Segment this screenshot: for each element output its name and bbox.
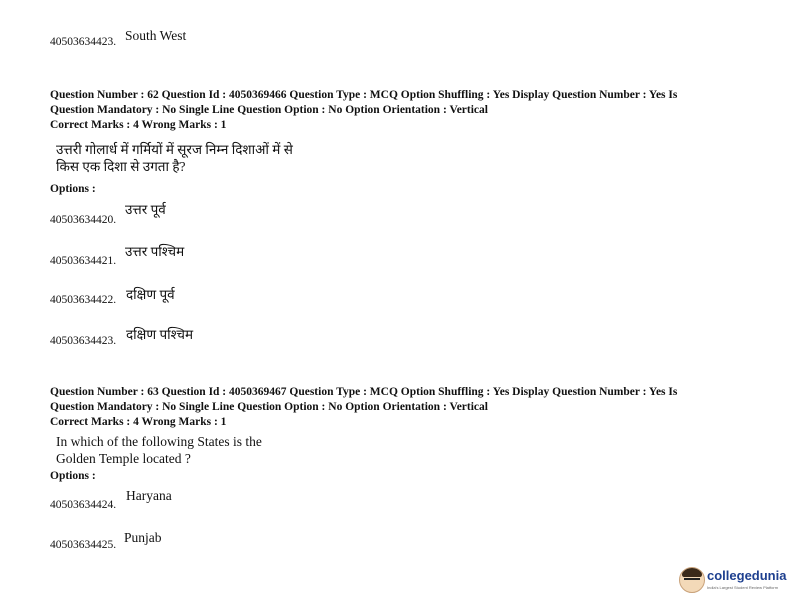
option-text: उत्तर पूर्व — [125, 202, 166, 217]
meta-line: Question Mandatory : No Single Line Question Option : No Option Orientation : Vertical — [50, 104, 488, 116]
option-id: 40503634424. — [50, 499, 117, 511]
option-id: 40503634422. — [50, 294, 117, 306]
option-text: South West — [125, 28, 187, 43]
meta-line: Question Number : 63 Question Id : 4050369467 Question Type : MCQ Option Shuffling : Yes Display Question Number : Yes Is — [50, 386, 678, 398]
option-id: 40503634420. — [50, 214, 117, 226]
option-id: 40503634423. — [50, 335, 117, 347]
question-63-text — [56, 433, 262, 467]
question-line: उत्तरी गोलार्ध में गर्मियों में सूरज निम्न दिशाओं में से — [56, 142, 293, 157]
logo-name: collegedunia — [707, 568, 787, 583]
question-62-text — [56, 141, 293, 175]
option-text: उत्तर पश्चिम — [125, 244, 185, 259]
option-text: Punjab — [124, 530, 162, 545]
question-line: Golden Temple located ? — [56, 451, 191, 466]
marks-line: Correct Marks : 4 Wrong Marks : 1 — [50, 119, 227, 131]
meta-line: Question Number : 62 Question Id : 4050369466 Question Type : MCQ Option Shuffling : Yes Display Question Number : Yes Is — [50, 89, 678, 101]
options-label: Options : — [50, 470, 96, 482]
option-text: दक्षिण पश्चिम — [126, 327, 194, 342]
options-label: Options : — [50, 183, 96, 195]
marks-line: Correct Marks : 4 Wrong Marks : 1 — [50, 416, 227, 428]
question-62-meta — [50, 88, 750, 133]
mascot-icon — [679, 567, 705, 593]
collegedunia-logo — [675, 565, 790, 601]
option-id: 40503634425. — [50, 539, 117, 551]
option-id: 40503634423. — [50, 36, 117, 48]
logo-tagline: India's Largest Student Review Platform — [707, 585, 779, 590]
question-line: किस एक दिशा से उगता है? — [56, 159, 186, 174]
question-63-meta — [50, 385, 750, 430]
option-id: 40503634421. — [50, 255, 117, 267]
meta-line: Question Mandatory : No Single Line Question Option : No Option Orientation : Vertical — [50, 401, 488, 413]
option-text: दक्षिण पूर्व — [126, 287, 175, 302]
question-line: In which of the following States is the — [56, 434, 262, 449]
option-text: Haryana — [126, 488, 172, 503]
